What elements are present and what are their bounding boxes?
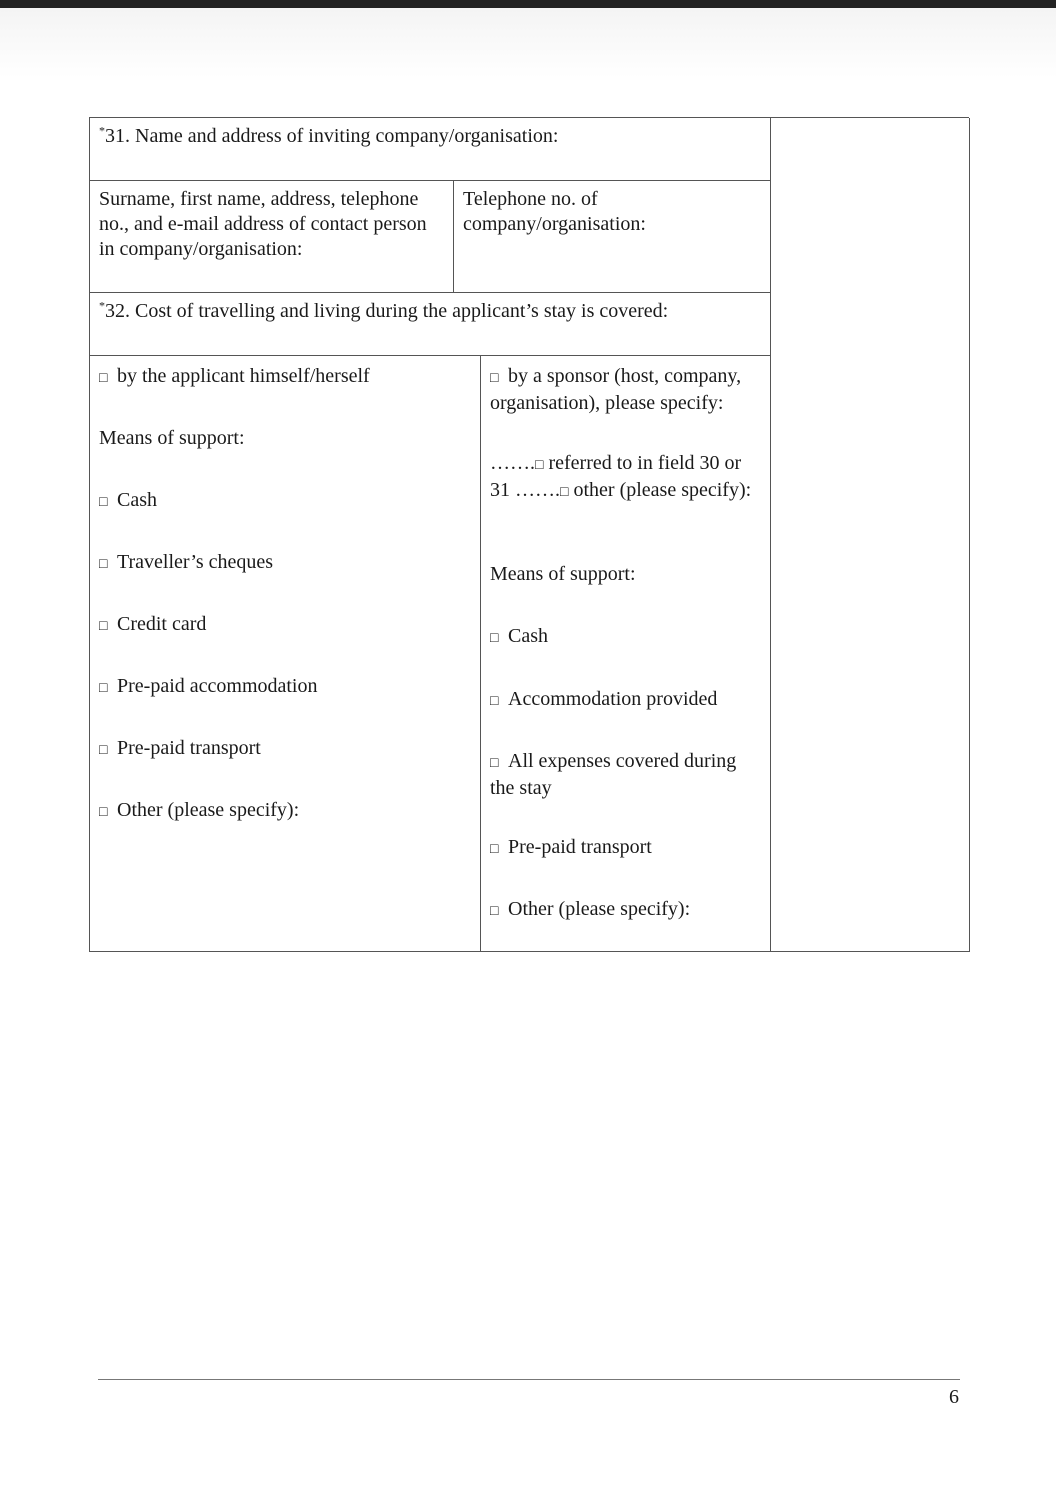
checkbox-icon[interactable]: □ [490,371,499,386]
sponsor-means-label: Means of support: [490,563,636,585]
sponsor-option-other[interactable]: □ Other (please specify): [490,897,764,924]
sponsor-option-all-expenses[interactable]: □ All expenses covered during the stay [490,750,737,799]
company-telephone-label: Telephone no. of company/organisation: [463,188,646,235]
form-table [89,117,969,952]
sponsor-cost-cell [481,356,771,952]
applicant-option-prepaid-accommodation[interactable]: □ Pre-paid accommodation [99,674,474,701]
applicant-means-label: Means of support: [99,427,245,449]
top-shade [0,8,1056,78]
top-bar [0,0,1056,8]
footer-divider [98,1379,960,1380]
checkbox-icon[interactable]: □ [490,631,499,646]
applicant-option-travellers-cheques[interactable]: □ Traveller’s cheques [99,550,474,577]
company-telephone-cell[interactable] [454,181,771,293]
checkbox-icon[interactable]: □ [99,371,108,386]
applicant-option-prepaid-transport[interactable]: □ Pre-paid transport [99,736,474,763]
sponsor-option-prepaid-transport[interactable]: □ Pre-paid transport [490,835,764,862]
field-32-label: *32. Cost of travelling and living during the applicant’s stay is covered: [99,298,669,322]
checkbox-icon[interactable]: □ [99,681,108,696]
sponsor-option-accommodation[interactable]: □ Accommodation provided [490,687,764,714]
applicant-cost-cell [90,356,481,952]
sponsor-checkbox-option[interactable]: □ by a sponsor (host, company, organisation), please specify: [490,365,742,414]
applicant-checkbox-option[interactable]: □ by the applicant himself/herself [99,364,474,391]
applicant-option-other[interactable]: □ Other (please specify): [99,798,474,825]
field-31-label: *31. Name and address of inviting company/organisation: [99,123,559,147]
checkbox-icon[interactable]: □ [99,557,108,572]
applicant-option-cash[interactable]: □ Cash [99,488,474,515]
page-number: 6 [949,1386,959,1408]
checkbox-icon[interactable]: □ [490,694,499,709]
sponsor-reference-options[interactable]: …….□ referred to in field 30 or 31 …….□ other (please specify): [490,451,764,505]
official-use-column [771,118,970,952]
checkbox-icon[interactable]: □ [490,904,499,919]
checkbox-icon[interactable]: □ [560,485,569,500]
applicant-option-credit-card[interactable]: □ Credit card [99,612,474,639]
checkbox-icon[interactable]: □ [99,805,108,820]
checkbox-icon[interactable]: □ [99,619,108,634]
field-32-cell [90,293,771,356]
contact-person-label: Surname, first name, address, telephone no., and e-mail address of contact person in company/organisation: [99,188,427,260]
checkbox-icon[interactable]: □ [490,842,499,857]
contact-person-cell[interactable] [90,181,454,293]
sponsor-option-cash[interactable]: □ Cash [490,624,764,651]
checkbox-icon[interactable]: □ [99,743,108,758]
checkbox-icon[interactable]: □ [535,458,544,473]
checkbox-icon[interactable]: □ [490,756,499,771]
checkbox-icon[interactable]: □ [99,495,108,510]
field-31-cell[interactable] [90,118,771,181]
